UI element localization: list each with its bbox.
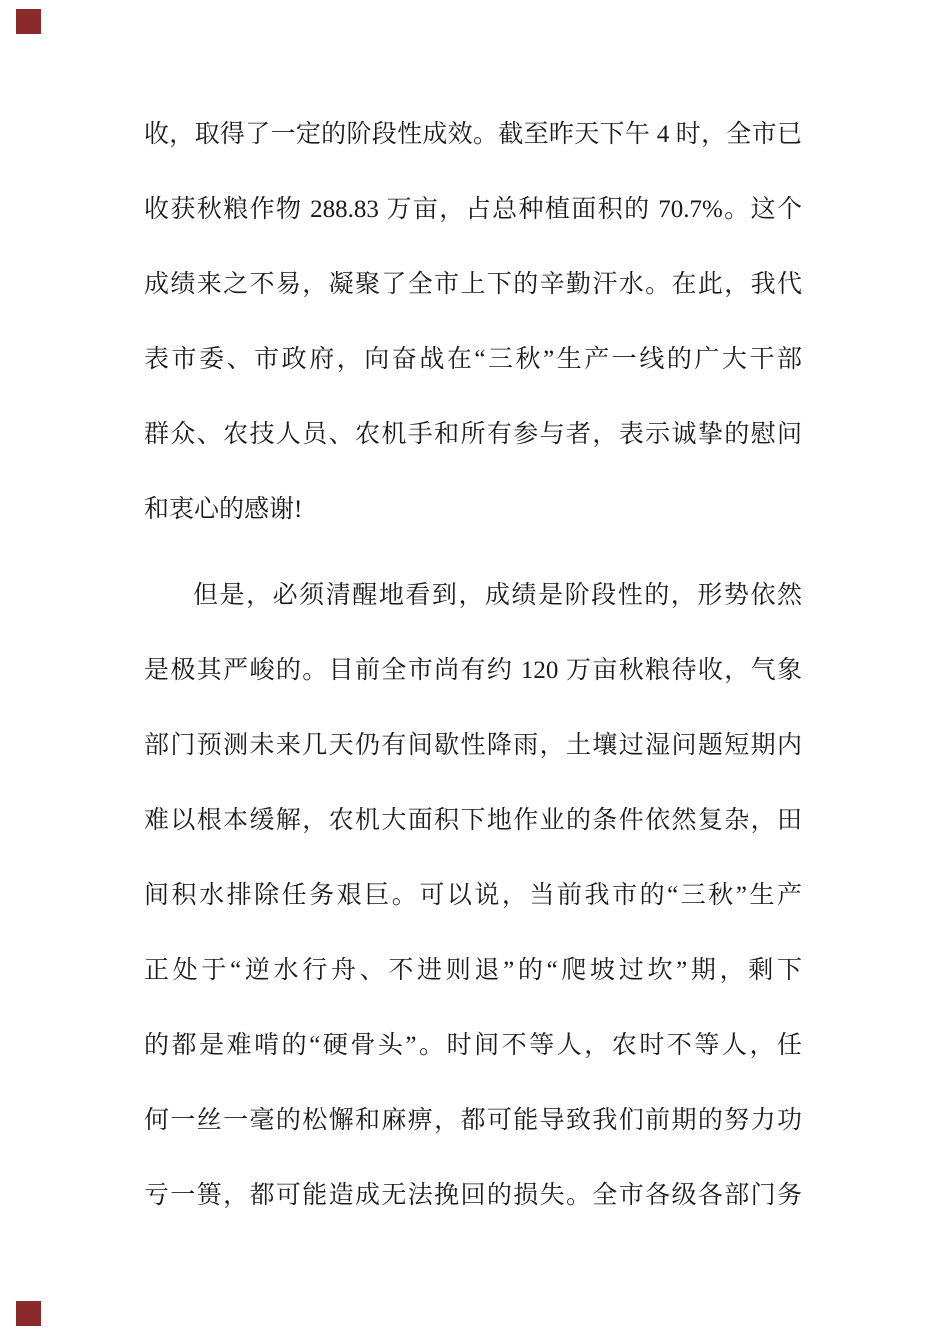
document-line: 正处于“逆水行舟、不进则退”的“爬坡过坎”期，剩下 bbox=[144, 957, 802, 984]
document-line: 成绩来之不易，凝聚了全市上下的辛勤汗水。在此，我代 bbox=[144, 271, 802, 298]
paragraph-situation-warning bbox=[144, 558, 802, 1233]
document-line: 收，取得了一定的阶段性成效。截至昨天下午 4 时，全市已 bbox=[144, 121, 802, 148]
document-line: 何一丝一毫的松懈和麻痹，都可能导致我们前期的努力功 bbox=[144, 1107, 802, 1134]
document-line: 表市委、市政府，向奋战在“三秋”生产一线的广大干部 bbox=[144, 346, 802, 373]
document-line: 群众、农技人员、农机手和所有参与者，表示诚挚的慰问 bbox=[144, 421, 802, 448]
document-line: 难以根本缓解，农机大面积下地作业的条件依然复杂，田 bbox=[144, 807, 802, 834]
document-line: 收获秋粮作物 288.83 万亩，占总种植面积的 70.7%。这个 bbox=[144, 196, 802, 223]
document-line: 的都是难啃的“硬骨头”。时间不等人，农时不等人，任 bbox=[144, 1032, 802, 1059]
document-line: 部门预测未来几天仍有间歇性降雨，土壤过湿问题短期内 bbox=[144, 732, 802, 759]
paragraph-harvest-progress bbox=[144, 97, 802, 547]
page-corner-marker-bottom bbox=[16, 1301, 41, 1326]
document-line: 间积水排除任务艰巨。可以说，当前我市的“三秋”生产 bbox=[144, 882, 802, 909]
document-line: 和衷心的感谢! bbox=[144, 496, 303, 523]
document-line: 但是，必须清醒地看到，成绩是阶段性的，形势依然 bbox=[193, 582, 802, 609]
document-body-text bbox=[144, 97, 802, 1233]
document-line: 亏一篑，都可能造成无法挽回的损失。全市各级各部门务 bbox=[144, 1182, 802, 1209]
page-corner-marker-top bbox=[16, 9, 41, 34]
document-line: 是极其严峻的。目前全市尚有约 120 万亩秋粮待收，气象 bbox=[144, 657, 802, 684]
